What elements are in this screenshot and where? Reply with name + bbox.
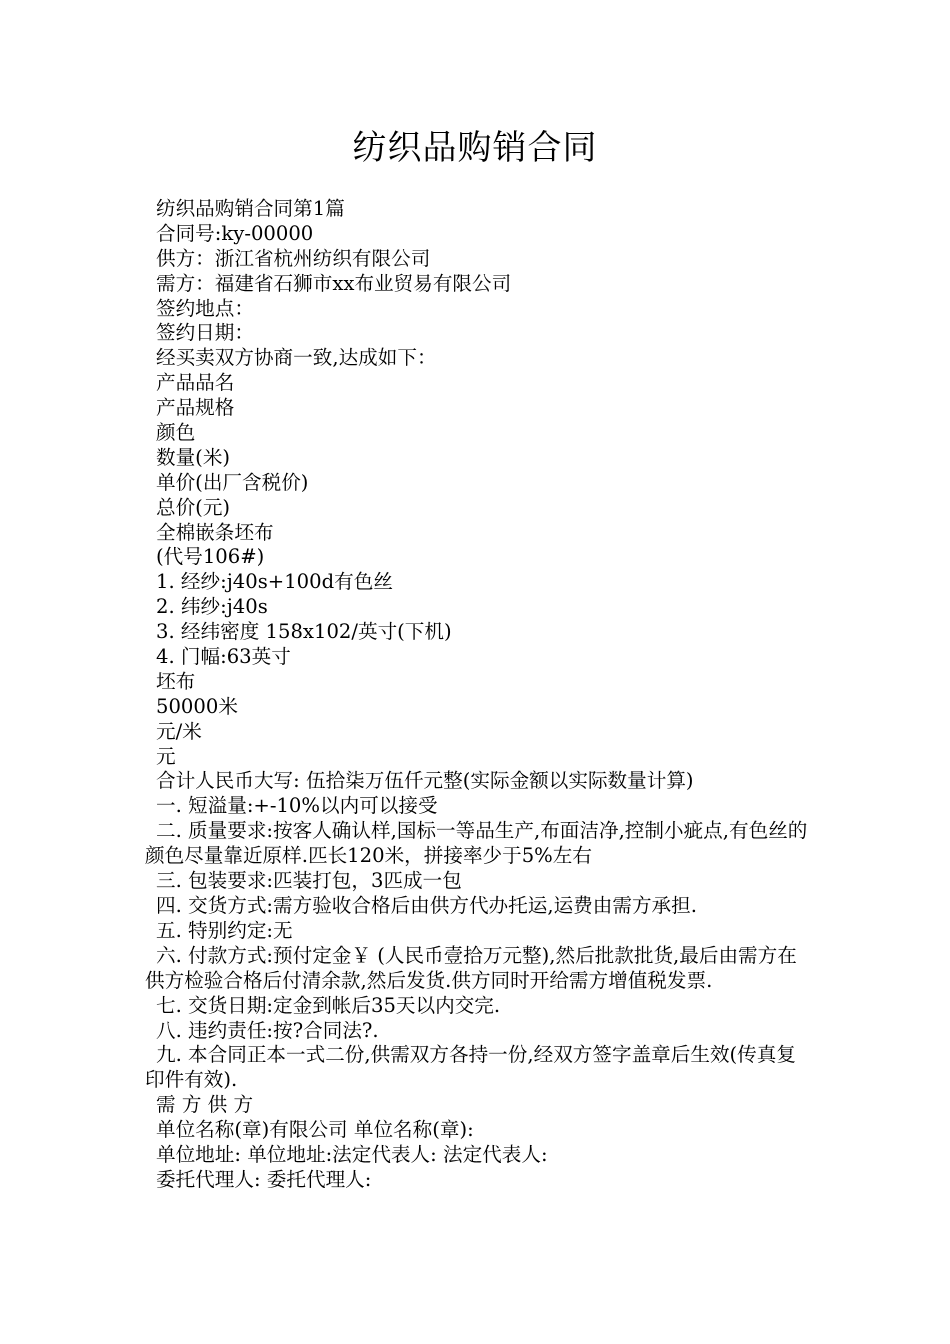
agreement-intro: 经买卖双方协商一致,达成如下： [156,346,437,370]
product-name-header: 产品品名 [156,371,235,395]
product-total-price: 元 [156,744,176,768]
product-name: 全棉嵌条坯布 [156,520,274,544]
total-amount-words: 合计人民币大写: 伍拾柒万伍仟元整(实际金额以实际数量计算) [156,769,694,793]
quantity-header: 数量(米) [156,445,231,469]
unit-price-header: 单价(出厂含税价) [156,470,309,494]
product-color: 坯布 [156,669,196,693]
signature-parties: 需 方 供 方 [156,1093,254,1117]
contract-number: 合同号:ky-00000 [156,221,314,245]
spec-width: 4. 门幅:63英寸 [156,645,291,669]
contract-body [145,197,815,1193]
clause-packaging: 三. 包装要求:匹装打包，3匹成一包 [156,869,462,893]
signing-place: 签约地点： [156,296,254,320]
contract-line: 纺织品购销合同第1篇 [156,197,345,220]
buyer-line: 需方：福建省石狮市xx布业贸易有限公司 [156,271,512,295]
spec-weft: 2. 纬纱:j40s [156,595,268,619]
supplier-line: 供方：浙江省杭州纺织有限公司 [156,246,431,270]
product-spec-header: 产品规格 [156,396,235,420]
signature-address: 单位地址: 单位地址:法定代表人: 法定代表人: [156,1143,548,1167]
clause-quality: 二. 质量要求:按客人确认样,国标一等品生产,布面洁净,控制小疵点,有色丝的颜色尽量靠近原样.匹长120米，拼接率少于5%左右 [145,819,808,868]
total-price-header: 总价(元) [156,495,231,519]
spec-density: 3. 经纬密度 158x102/英寸(下机) [156,620,452,644]
signing-date: 签约日期： [156,321,254,345]
product-quantity: 50000米 [156,694,238,718]
clause-copies: 九. 本合同正本一式二份,供需双方各持一份,经双方签字盖章后生效(传真复印件有效). [145,1043,796,1092]
clause-delivery-date: 七. 交货日期:定金到帐后35天以内交完. [156,993,501,1017]
clause-special: 五. 特别约定:无 [156,918,293,942]
clause-liability: 八. 违约责任:按?合同法?. [156,1018,379,1042]
signature-unit-name: 单位名称(章)有限公司 单位名称(章): [156,1118,474,1142]
clause-payment: 六. 付款方式:预付定金￥ (人民币壹拾万元整),然后批款批货,最后由需方在供方检验合格后付清余款,然后发货.供方同时开给需方增值税发票. [145,943,797,992]
color-header: 颜色 [156,421,196,445]
product-unit-price: 元/米 [156,719,202,743]
product-code: (代号106#) [156,545,265,569]
clause-tolerance: 一. 短溢量:+-10%以内可以接受 [156,794,438,818]
spec-warp: 1. 经纱:j40s+100d有色丝 [156,570,393,594]
signature-agent: 委托代理人: 委托代理人: [156,1167,372,1191]
clause-delivery-method: 四. 交货方式:需方验收合格后由供方代办托运,运费由需方承担. [156,893,697,917]
document-title: 纺织品购销合同 [352,128,598,168]
